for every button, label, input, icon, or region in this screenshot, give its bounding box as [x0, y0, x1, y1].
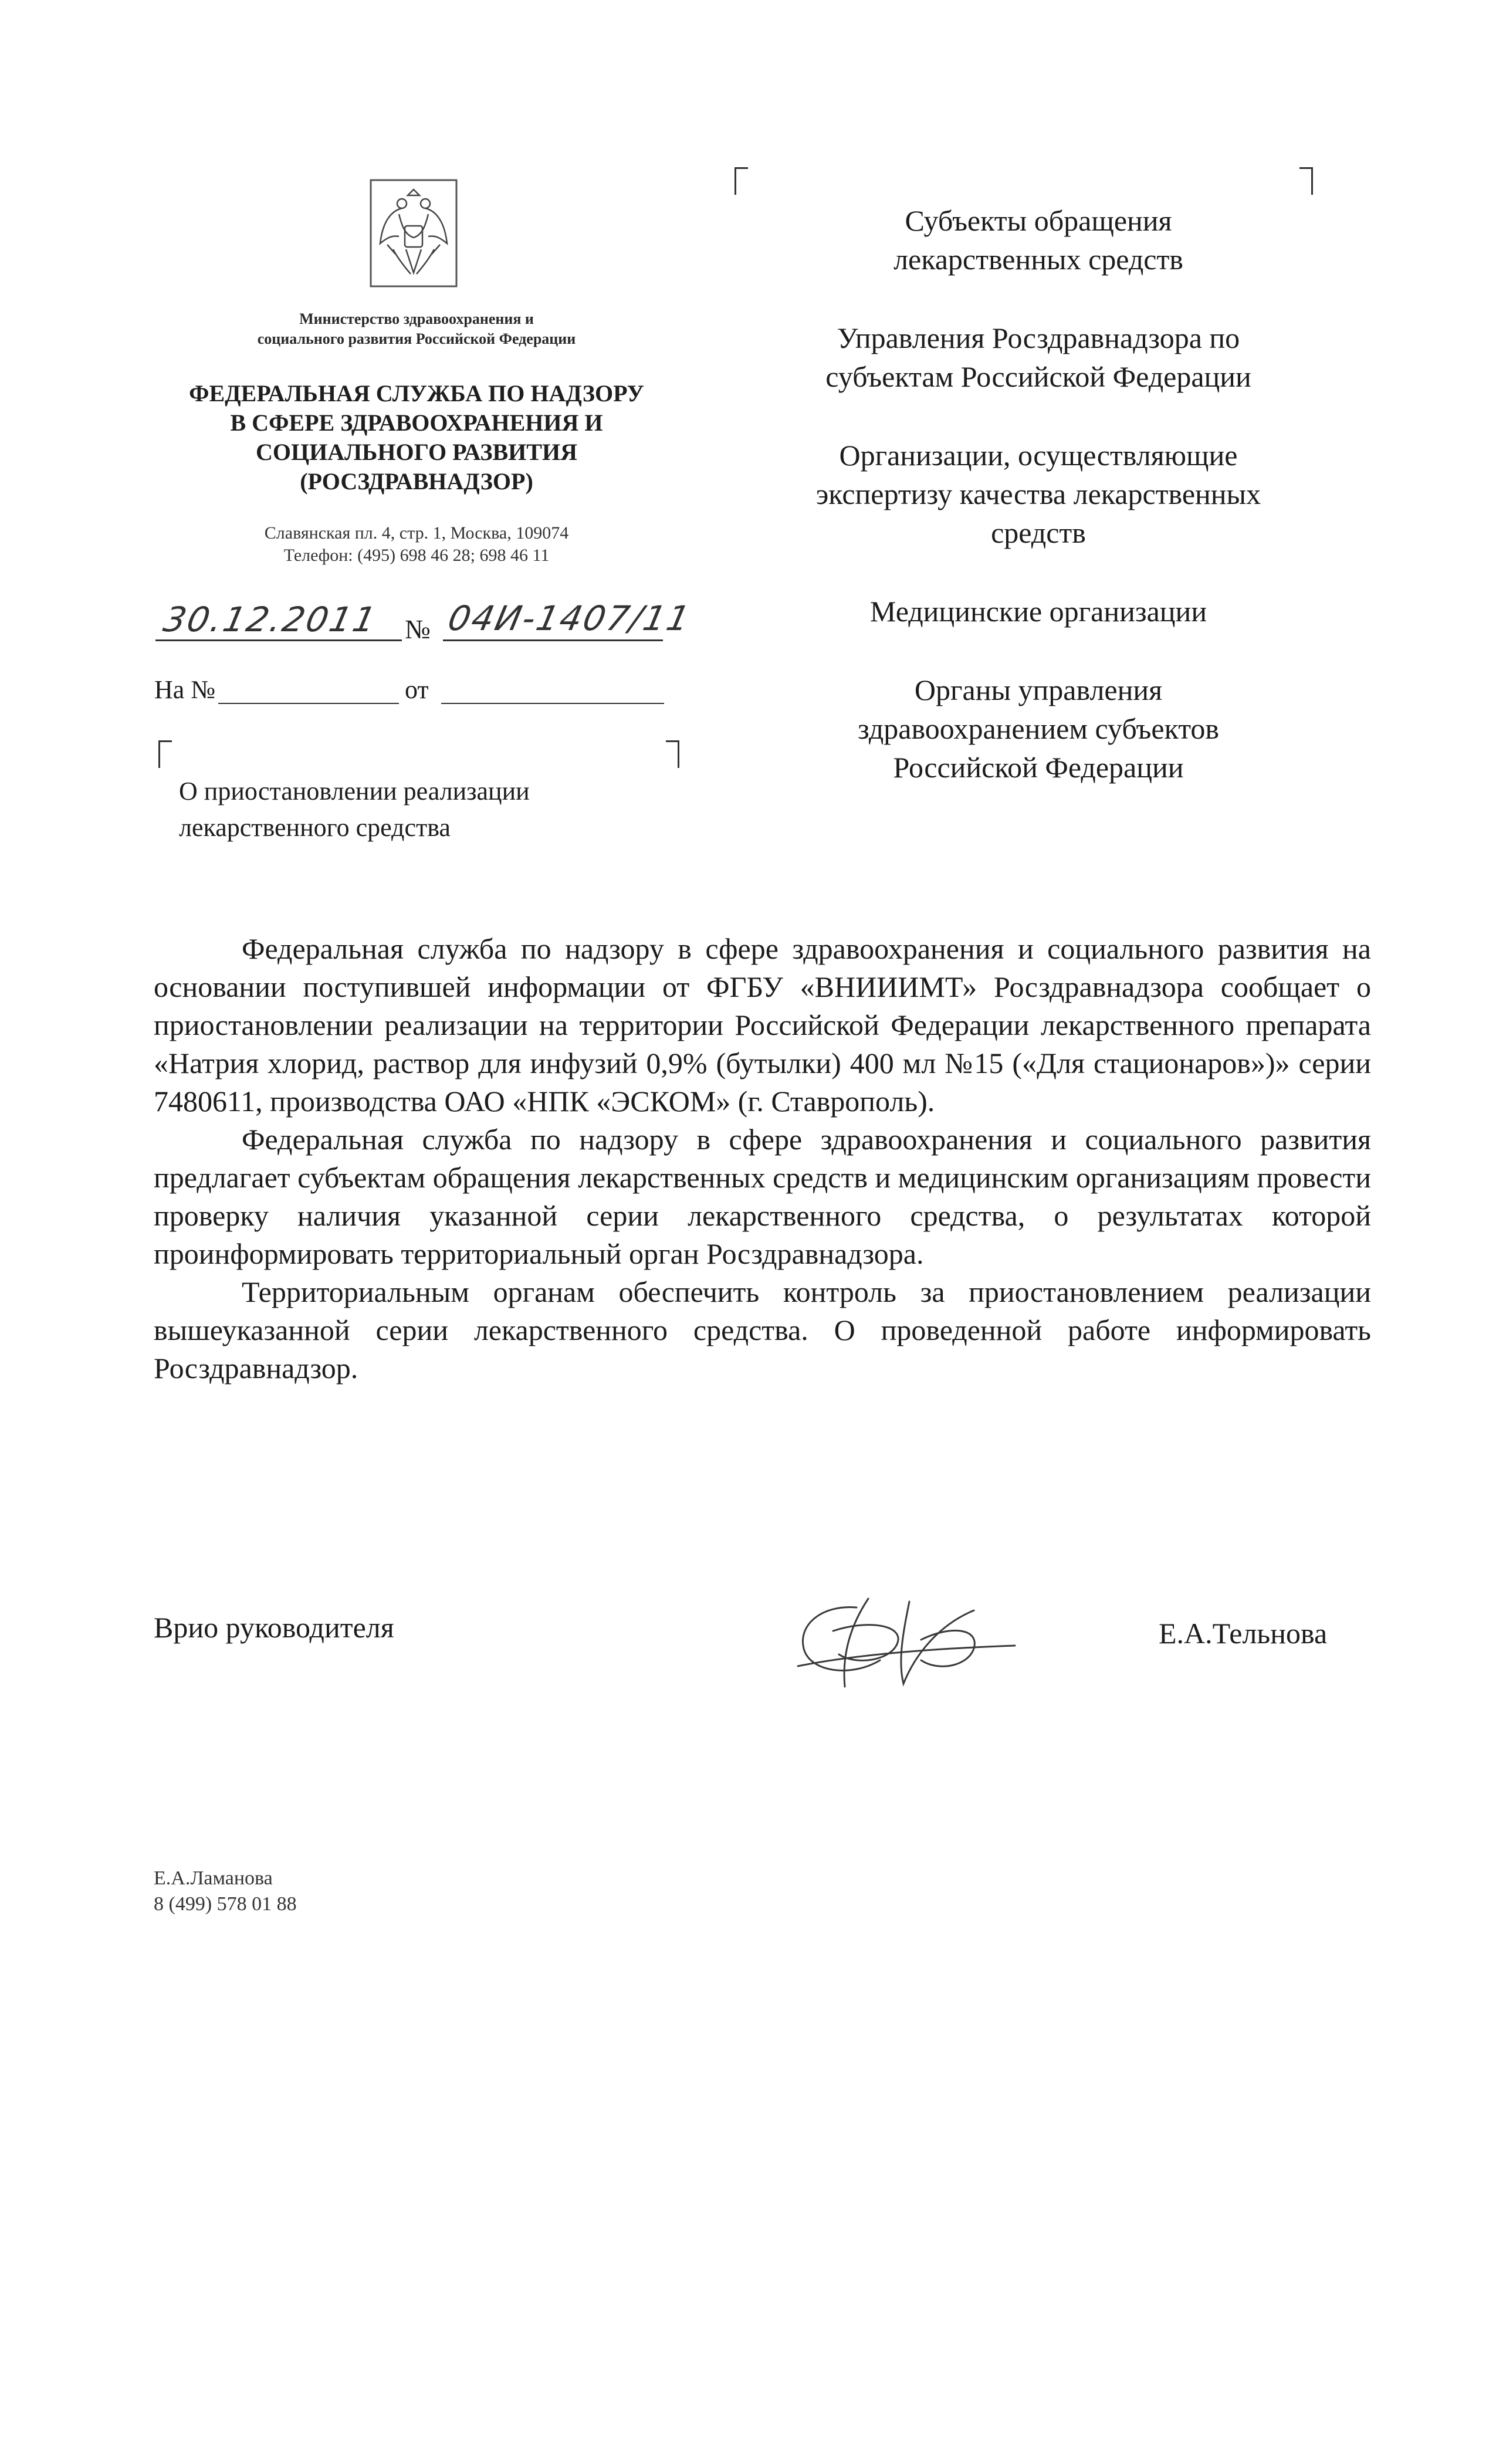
addressee-line: субъектам Российской Федерации: [825, 360, 1251, 393]
signatory-position: Врио руководителя: [154, 1611, 394, 1644]
addressee-list: [745, 201, 1332, 827]
addressee-line: Органы управления: [914, 673, 1163, 706]
address-line: Телефон: (495) 698 46 28; 698 46 11: [283, 546, 550, 565]
service-address: [147, 522, 686, 567]
signatory-name: Е.А.Тельнова: [1159, 1617, 1328, 1650]
letter-body: [154, 930, 1371, 1387]
address-line: Славянская пл. 4, стр. 1, Москва, 109074: [264, 523, 569, 543]
corner-bracket-icon: [735, 167, 748, 195]
corner-bracket-icon: [1299, 167, 1313, 195]
service-line: (РОСЗДРАВНАДЗОР): [300, 468, 533, 495]
reply-to-label: На №: [154, 675, 216, 704]
subject-line: лекарственного средства: [179, 813, 451, 842]
addressee-line: Субъекты обращения: [905, 204, 1172, 237]
ministry-line: Министерство здравоохранения и: [299, 310, 534, 327]
addressee: [745, 319, 1332, 396]
service-line: ФЕДЕРАЛЬНАЯ СЛУЖБА ПО НАДЗОРУ: [189, 380, 644, 407]
ministry-name: [153, 309, 681, 349]
ministry-line: социального развития Российской Федерации: [257, 330, 576, 347]
handwritten-signature-icon: [786, 1584, 1021, 1695]
addressee-line: средств: [991, 516, 1086, 549]
reply-from-line: [441, 703, 664, 704]
coat-of-arms-icon: [370, 179, 458, 287]
addressee: [745, 436, 1332, 552]
addressee: [745, 201, 1332, 279]
subject-line: О приостановлении реализации: [179, 777, 530, 805]
body-paragraph: Федеральная служба по надзору в сфере здравоохранения и социального развития на основании поступившей информации от ФГБУ «ВНИИИМТ» Росздравнадзора сообщает о приостановлении реализации на территории Российской Федерации лекарственного препарата «Натрия хлорид, раствор для инфузий 0,9% (бутылки) 400 мл №15 («Для стационаров»)» серии 7480611, производства ОАО «НПК «ЭСКОМ» (г. Ставрополь).: [154, 932, 1371, 1118]
document-date: 30.12.2011: [160, 600, 381, 639]
addressee-line: здравоохранением субъектов: [857, 712, 1220, 745]
addressee-line: экспертизу качества лекарственных: [815, 478, 1261, 510]
number-label: №: [405, 614, 431, 644]
reply-to-line: [218, 703, 399, 704]
letter-subject: [179, 773, 660, 846]
corner-bracket-icon: [666, 740, 679, 768]
corner-bracket-icon: [158, 740, 172, 768]
addressee-line: лекарственных средств: [893, 243, 1183, 276]
service-line: СОЦИАЛЬНОГО РАЗВИТИЯ: [256, 439, 577, 465]
addressee: [745, 671, 1332, 787]
addressee-line: Управления Росздравнадзора по: [837, 321, 1240, 354]
number-underline: [443, 639, 663, 641]
reply-from-label: от: [405, 675, 429, 704]
addressee-line: Медицинские организации: [869, 595, 1207, 628]
body-paragraph: Федеральная служба по надзору в сфере здравоохранения и социального развития предлагает субъектам обращения лекарственных средств и медицинским организациям провести проверку наличия указанной серии лекарственного средства, о результатах которой проинформировать территориальный орган Росздравнадзора.: [154, 1123, 1371, 1270]
executor-phone: 8 (499) 578 01 88: [154, 1893, 297, 1915]
service-name: [135, 379, 698, 496]
executor-name: Е.А.Ламанова: [154, 1867, 273, 1889]
date-underline: [155, 639, 402, 641]
addressee-line: Российской Федерации: [893, 751, 1184, 784]
service-line: В СФЕРЕ ЗДРАВООХРАНЕНИЯ И: [230, 409, 603, 436]
document-number: 04И-1407/11: [444, 598, 695, 638]
body-paragraph: Территориальным органам обеспечить контроль за приостановлением реализации вышеуказанной серии лекарственного средства. О проведенной работе информировать Росздравнадзор.: [154, 1275, 1371, 1385]
addressee-line: Организации, осуществляющие: [839, 439, 1238, 472]
addressee: [745, 592, 1332, 631]
